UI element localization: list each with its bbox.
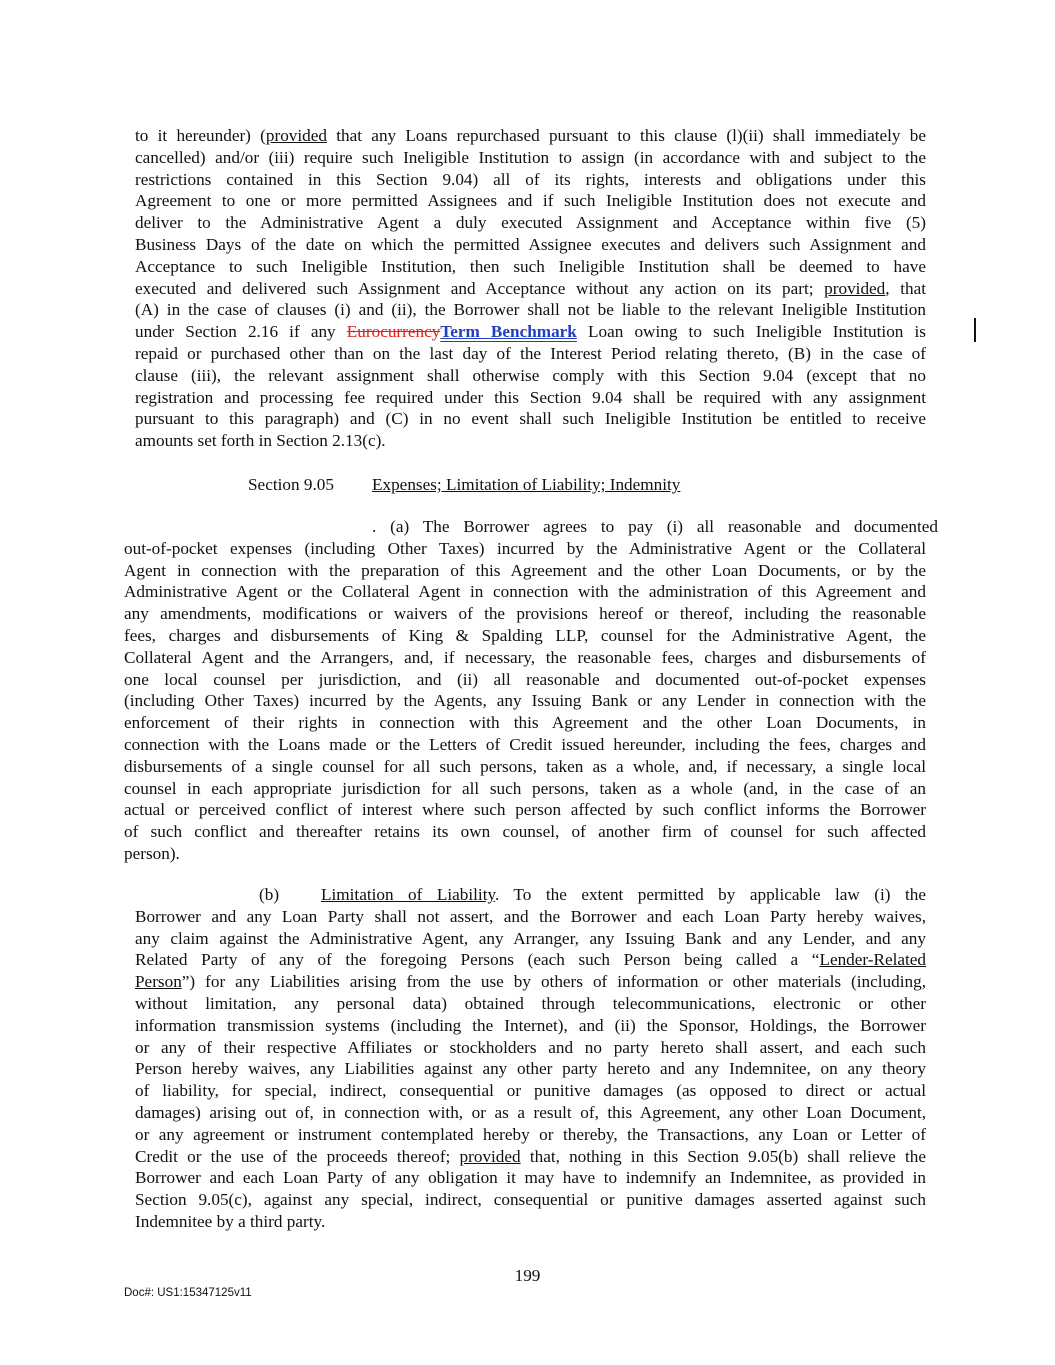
section-title: Expenses; Limitation of Liability; Indemnity bbox=[372, 475, 681, 494]
text-line: or any agreement or instrument contemplated hereby or thereby, the Transactions, any Loan or Letter of bbox=[135, 1124, 926, 1144]
text-line: Section 9.05(c), against any special, indirect, consequential or punitive damages asserted against such bbox=[135, 1190, 926, 1210]
text-line: Indemnitee by a third party. bbox=[135, 1211, 326, 1231]
text-line: Person”) for any Liabilities arising from the use by others of information or other materials (including, bbox=[135, 972, 926, 992]
text-line: Agreement to one or more permitted Assignees and if such Ineligible Institution does not execute and bbox=[135, 191, 926, 211]
text-line: counsel in each appropriate jurisdiction for all such persons, taken as a whole (and, in the case of an bbox=[124, 778, 926, 798]
text-line: Business Days of the date on which the permitted Assignee executes and delivers such Assignment and bbox=[135, 234, 926, 254]
text-line: deliver to the Administrative Agent a duly executed Assignment and Acceptance within five (5) bbox=[135, 213, 926, 233]
text-line: Collateral Agent and the Arrangers, and, if necessary, the reasonable fees, charges and disbursements of bbox=[124, 647, 926, 667]
paragraph-a bbox=[124, 516, 938, 865]
text-line: (including Other Taxes) incurred by the Agents, any Issuing Bank or any Lender in connection with the bbox=[124, 691, 926, 711]
text-line: Borrower and each Loan Party of any obligation it may have to indemnify an Indemnitee, as provided in bbox=[135, 1168, 926, 1188]
text-line: (b) Limitation of Liability. To the extent permitted by applicable law (i) the bbox=[259, 885, 926, 904]
text-line: any amendments, modifications or waivers of the provisions hereof or thereof, including the reasonable bbox=[124, 604, 926, 624]
clause-title: Limitation of Liability bbox=[321, 885, 495, 904]
text-line: Acceptance to such Ineligible Institution, then such Ineligible Institution shall be deemed to have bbox=[135, 256, 926, 276]
text-line: repaid or purchased other than on the last day of the Interest Period relating thereto, (B) in the case of bbox=[135, 343, 926, 363]
text-line: information transmission systems (including the Internet), and (ii) the Sponsor, Holdings, the Borrower bbox=[135, 1015, 926, 1035]
text-line: registration and processing fee required under this Section 9.04 shall be required with any assignment bbox=[135, 387, 926, 407]
text-line: Related Party of any of the foregoing Persons (each such Person being called a “Lender-Related bbox=[135, 950, 926, 970]
text-line: one local counsel per jurisdiction, and (ii) all reasonable and documented out-of-pocket expenses bbox=[124, 669, 926, 689]
text-line: to it hereunder) (provided that any Loans repurchased pursuant to this clause (l)(ii) shall immediately be bbox=[135, 126, 926, 145]
text-line: without limitation, any personal data) obtained through telecommunications, electronic or other bbox=[135, 993, 926, 1013]
text-line: or any of their respective Affiliates or stockholders and no party hereto shall assert, and each such bbox=[135, 1037, 926, 1057]
text-line: amounts set forth in Section 2.13(c). bbox=[135, 431, 386, 451]
section-number: Section 9.05 bbox=[248, 475, 334, 494]
paragraph-top bbox=[135, 125, 926, 452]
text-line: clause (iii), the relevant assignment shall otherwise comply with this Section 9.04 (except that no bbox=[135, 365, 926, 385]
text-line: disbursements of a single counsel for all such persons, taken as a whole, and, if necessary, a single local bbox=[124, 756, 926, 776]
text-line: restrictions contained in this Section 9.04) all of its rights, interests and obligations under this bbox=[135, 169, 926, 189]
clause-label: (b) bbox=[259, 885, 280, 904]
text-line: connection with the Loans made or the Letters of Credit issued hereunder, including the fees, charges and bbox=[124, 734, 926, 754]
text-line: of liability, for special, indirect, consequential or punitive damages (as opposed to direct or actual bbox=[135, 1081, 926, 1101]
text-line: person). bbox=[124, 843, 180, 863]
revision-change-bar bbox=[974, 318, 976, 342]
text-line: enforcement of their rights in connection with this Agreement and the other Loan Documents, in bbox=[124, 713, 926, 733]
text-line: fees, charges and disbursements of King & Spalding LLP, counsel for the Administrative Agent, the bbox=[124, 625, 926, 645]
text-line: Agent in connection with the preparation of this Agreement and the other Loan Documents, or by the bbox=[124, 560, 926, 580]
defined-term: Person bbox=[135, 972, 182, 992]
defined-term: Lender-Related bbox=[819, 950, 926, 970]
deleted-text: Eurocurrency bbox=[346, 322, 441, 342]
text-line: (A) in the case of clauses (i) and (ii), the Borrower shall not be liable to the relevant Ineligible Institution bbox=[135, 300, 926, 320]
paragraph-b bbox=[135, 884, 926, 1233]
text-line: out-of-pocket expenses (including Other Taxes) incurred by the Administrative Agent or the Collateral bbox=[124, 538, 926, 558]
text-line: cancelled) and/or (iii) require such Ineligible Institution to assign (in accordance with and subject to the bbox=[135, 147, 926, 167]
text-line: Credit or the use of the proceeds thereof; provided that, nothing in this Section 9.05(b) shall relieve the bbox=[135, 1146, 926, 1166]
text-line: Person hereby waives, any Liabilities against any other party hereto and any Indemnitee, on any theory bbox=[135, 1059, 926, 1079]
document-id: Doc#: US1:15347125v11 bbox=[124, 1287, 252, 1299]
text-line: under Section 2.16 if any EurocurrencyTerm Benchmark Loan owing to such Ineligible Institution is bbox=[135, 322, 926, 342]
text-line: Administrative Agent or the Collateral Agent in connection with the administration of this Agreement and bbox=[124, 582, 926, 602]
text-line: executed and delivered such Assignment and Acceptance without any action on its part; provided, that bbox=[135, 278, 926, 298]
text-line: damages) arising out of, in connection with, or as a result of, this Agreement, any other Loan Document, bbox=[135, 1102, 926, 1122]
page-number: 199 bbox=[514, 1266, 541, 1285]
text-line: pursuant to this paragraph) and (C) in no event shall such Ineligible Institution be entitled to receive bbox=[135, 409, 926, 429]
text-line: Borrower and any Loan Party shall not assert, and the Borrower and each Loan Party hereby waives, bbox=[135, 906, 926, 926]
text-line: . (a) The Borrower agrees to pay (i) all reasonable and documented bbox=[372, 517, 938, 536]
text-line: actual or perceived conflict of interest where such person affected by such conflict informs the Borrower bbox=[124, 800, 926, 820]
inserted-text: Term Benchmark bbox=[440, 322, 577, 342]
text-line: of such conflict and thereafter retains its own counsel, of another firm of counsel for such affected bbox=[124, 822, 926, 842]
text-line: any claim against the Administrative Agent, any Arranger, any Issuing Bank and any Lender, and any bbox=[135, 928, 926, 948]
